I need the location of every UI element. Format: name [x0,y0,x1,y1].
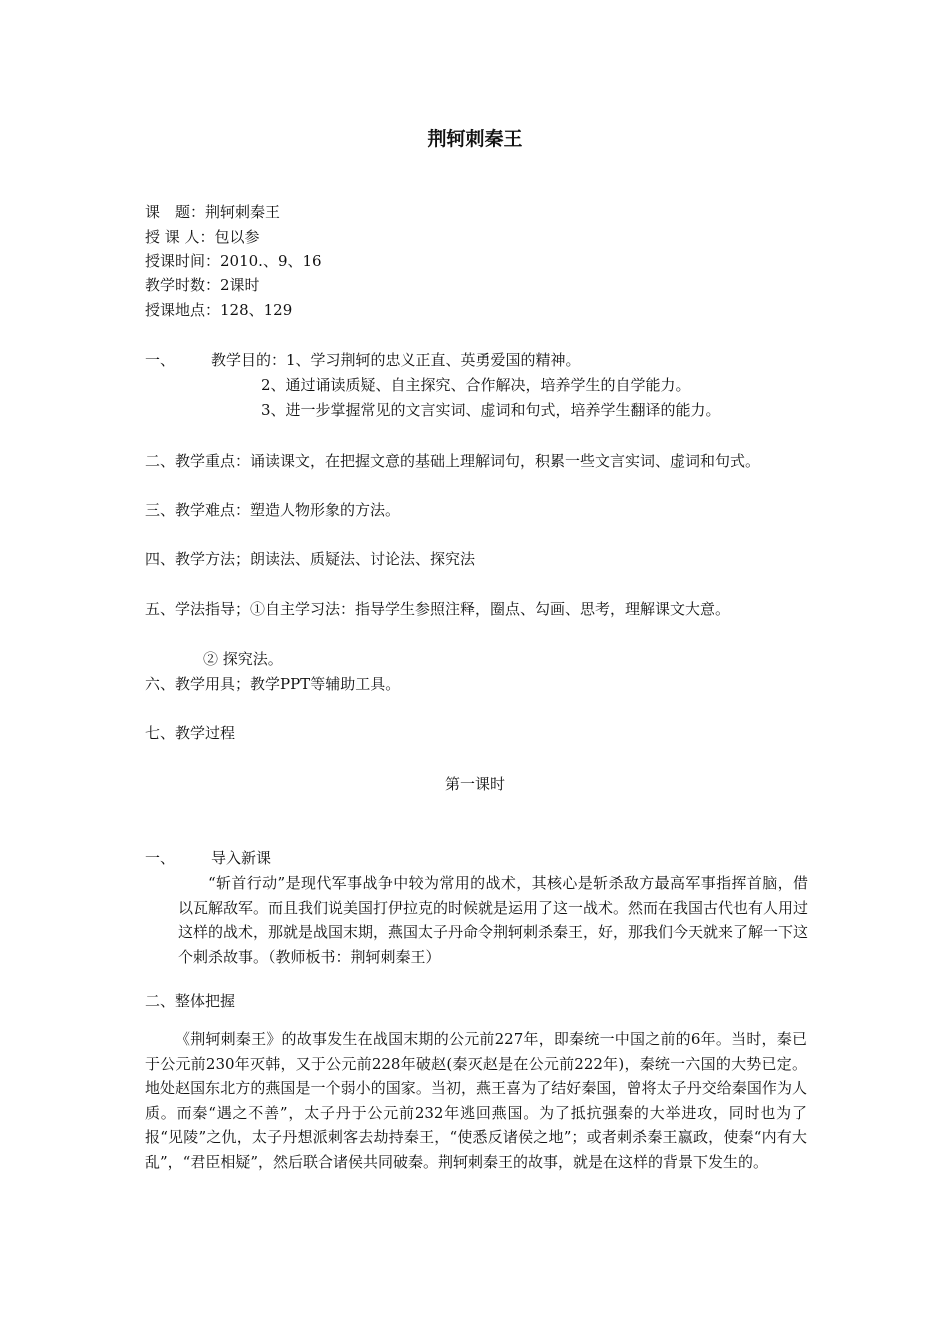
objectives-line-1: 教学目的：1、学习荆轲的忠义正直、英勇爱国的精神。 [211,351,581,369]
key-points: 二、教学重点：诵读课文，在把握文意的基础上理解词句，积累一些文言实词、虚词和句式。 [145,452,761,470]
objectives-number: 一、 [145,351,176,369]
study-guide: 五、学法指导；①自主学习法：指导学生参照注释，圈点、勾画、思考，理解课文大意。 [145,600,731,618]
info-place: 授课地点：128、129 [145,301,293,319]
methods: 四、教学方法；朗读法、质疑法、讨论法、探究法 [145,550,476,568]
intro-heading [145,848,271,868]
overall-heading: 二、整体把握 [145,992,236,1010]
intro-number: 一、 [145,849,176,867]
document-title: 荆轲刺秦王 [427,128,523,150]
process: 七、教学过程 [145,724,236,742]
info-teacher: 授 课 人：包以参 [145,228,260,246]
intro-paragraph: “斩首行动”是现代军事战争中较为常用的战术，其核心是斩杀敌方最高军事指挥首脑，借以瓦解敌军。而且我们说美国打伊拉克的时候就是运用了这一战术。然而在我国古代也有人用过这样的战术，那就是战国末期，燕国太子丹命令荆轲刺杀秦王，好，那我们今天就来了解一下这个刺杀故事。（教师板书：荆轲刺秦王） [178,874,809,966]
info-hours: 教学时数：2课时 [145,276,260,294]
objectives-line-3: 3、进一步掌握常见的文言实词、虚词和句式，培养学生翻译的能力。 [261,401,721,419]
difficulty: 三、教学难点：塑造人物形象的方法。 [145,501,401,519]
objectives-line-2: 2、通过诵读质疑、自主探究、合作解决，培养学生的自学能力。 [261,376,691,394]
info-topic: 课 题：荆轲刺秦王 [145,203,281,221]
study-guide-2: ② 探究法。 [203,650,283,668]
lesson-heading: 第一课时 [444,775,505,793]
info-time: 授课时间：2010.、9、16 [145,252,322,270]
overall-paragraph: 《荆轲刺秦王》的故事发生在战国末期的公元前227年，即秦统一中国之前的6年。当时，秦已于公元前230年灭韩，又于公元前228年破赵(秦灭赵是在公元前222年)，秦统一六国的大势已定。地处赵国东北方的燕国是一个弱小的国家。当初，燕王喜为了结好秦国，曾将太子丹交给秦国作为人质。而秦“遇之不善”，太子丹于公元前232年逃回燕国。为了抵抗强秦的大举进攻，同时也为了报“见陵”之仇，太子丹想派刺客去劫持秦王，“使悉反诸侯之地”；或者刺杀秦王嬴政，使秦“内有大乱”，“君臣相疑”，然后联合诸侯共同破秦。荆轲刺秦王的故事，就是在这样的背景下发生的。 [145,1030,807,1171]
tools: 六、教学用具；教学PPT等辅助工具。 [145,675,401,693]
intro-title: 导入新课 [211,849,272,867]
objectives-heading [145,350,581,370]
